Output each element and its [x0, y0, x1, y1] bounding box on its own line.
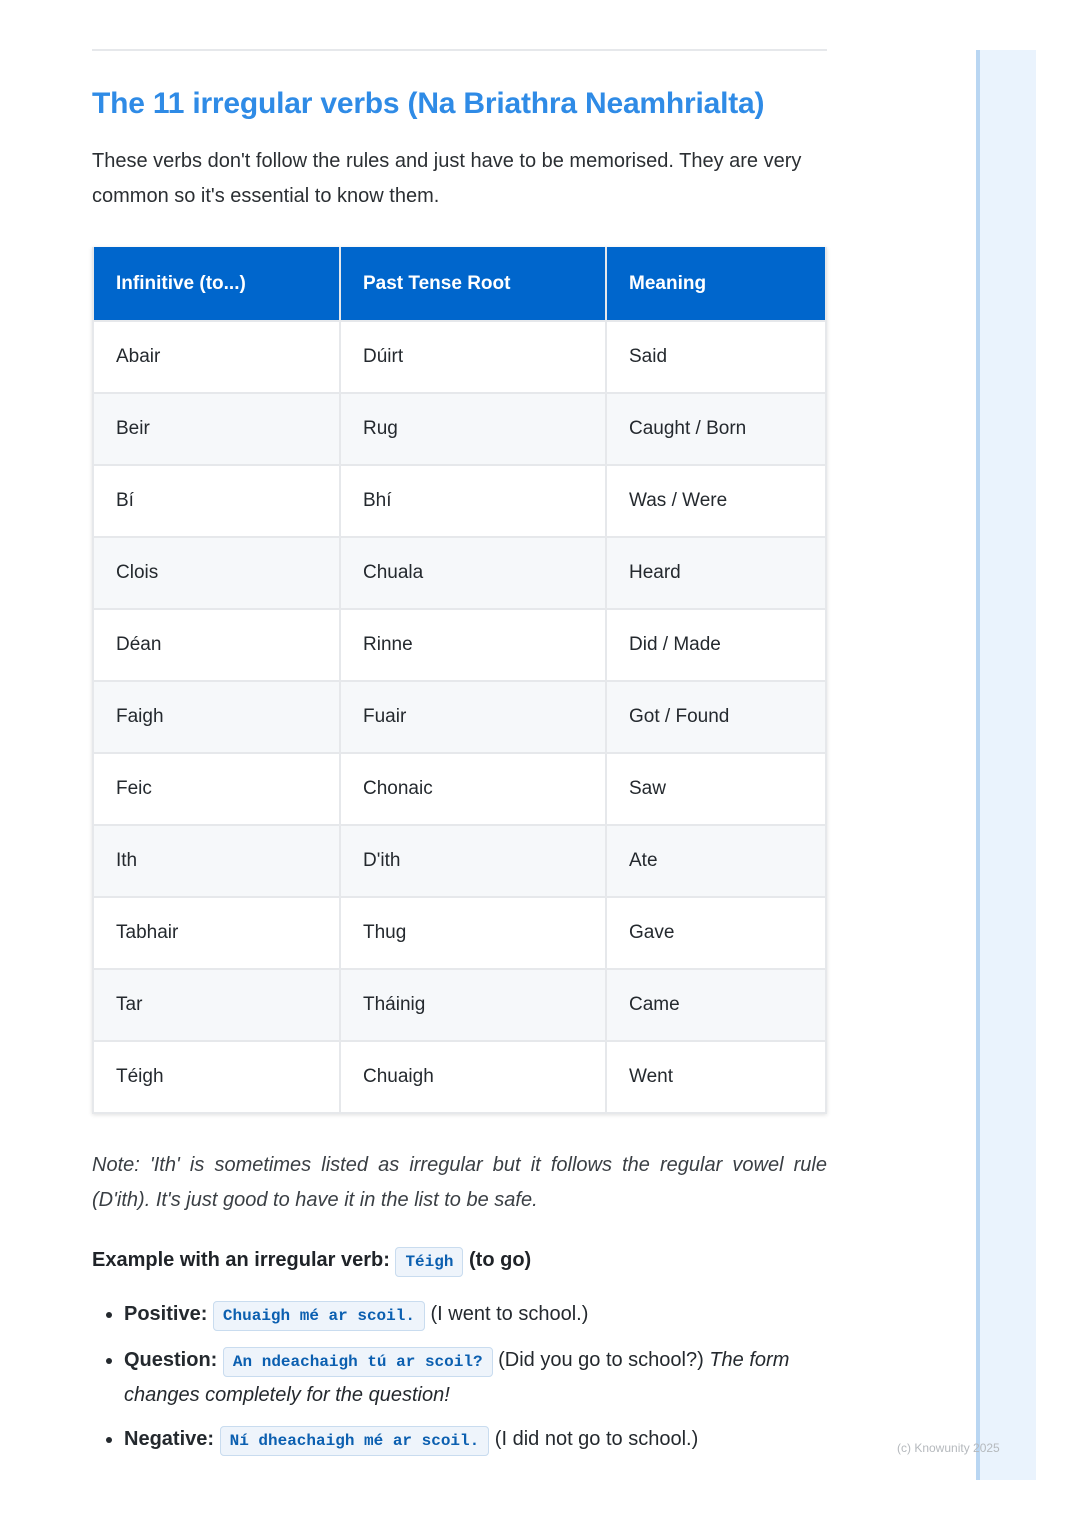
cell-meaning: Got / Found [606, 681, 826, 753]
table-row [93, 321, 826, 393]
example-list [92, 1298, 827, 1458]
column-header-meaning: Meaning [606, 247, 826, 321]
example-heading-prefix: Example with an irregular verb: [92, 1249, 390, 1271]
cell-infinitive: Feic [93, 753, 340, 825]
cell-past-tense: Chonaic [340, 753, 606, 825]
cell-past-tense: D'ith [340, 825, 606, 897]
side-panel [976, 50, 1036, 1480]
item-translation: (Did you go to school?) [498, 1349, 704, 1371]
table-row [93, 537, 826, 609]
table-row [93, 465, 826, 537]
top-divider [92, 49, 827, 51]
cell-meaning: Gave [606, 897, 826, 969]
cell-infinitive: Faigh [93, 681, 340, 753]
list-item-question [124, 1344, 827, 1412]
item-label: Positive: [124, 1303, 208, 1325]
cell-past-tense: Dúirt [340, 321, 606, 393]
table-row [93, 825, 826, 897]
content [92, 84, 827, 1469]
cell-meaning: Ate [606, 825, 826, 897]
item-note: The form changes completely for the question! [124, 1349, 790, 1406]
table-row [93, 393, 826, 465]
list-item-negative [124, 1423, 827, 1458]
cell-past-tense: Bhí [340, 465, 606, 537]
table-row [93, 609, 826, 681]
cell-meaning: Did / Made [606, 609, 826, 681]
cell-past-tense: Thug [340, 897, 606, 969]
cell-past-tense: Rinne [340, 609, 606, 681]
cell-meaning: Was / Were [606, 465, 826, 537]
column-header-past-tense: Past Tense Root [340, 247, 606, 321]
table-row [93, 969, 826, 1041]
cell-infinitive: Tar [93, 969, 340, 1041]
item-label: Question: [124, 1349, 218, 1371]
example-code: Chuaigh mé ar scoil. [213, 1301, 425, 1331]
table-row [93, 1041, 826, 1113]
verb-code: Téigh [395, 1247, 463, 1277]
cell-infinitive: Tabhair [93, 897, 340, 969]
cell-infinitive: Beir [93, 393, 340, 465]
cell-meaning: Went [606, 1041, 826, 1113]
copyright: (c) Knowunity 2025 [897, 1441, 1000, 1455]
cell-past-tense: Chuala [340, 537, 606, 609]
cell-meaning: Said [606, 321, 826, 393]
table-row [93, 897, 826, 969]
cell-meaning: Heard [606, 537, 826, 609]
ith-note: Note: 'Ith' is sometimes listed as irregular but it follows the regular vowel rule (D'ith). It's just good to have it in the list to be safe. [92, 1154, 827, 1211]
cell-meaning: Saw [606, 753, 826, 825]
cell-infinitive: Téigh [93, 1041, 340, 1113]
intro-paragraph: These verbs don't follow the rules and just have to be memorised. They are very common so it's essential to know them. [92, 150, 802, 207]
example-code: An ndeachaigh tú ar scoil? [223, 1347, 493, 1377]
column-header-infinitive: Infinitive (to...) [93, 247, 340, 321]
cell-infinitive: Abair [93, 321, 340, 393]
cell-infinitive: Clois [93, 537, 340, 609]
cell-past-tense: Tháinig [340, 969, 606, 1041]
cell-infinitive: Bí [93, 465, 340, 537]
table-row [93, 753, 826, 825]
cell-infinitive: Déan [93, 609, 340, 681]
irregular-verbs-table [92, 247, 827, 1114]
cell-meaning: Came [606, 969, 826, 1041]
cell-infinitive: Ith [93, 825, 340, 897]
example-code: Ní dheachaigh mé ar scoil. [220, 1426, 490, 1456]
cell-past-tense: Fuair [340, 681, 606, 753]
example-heading-suffix: (to go) [469, 1249, 532, 1271]
item-translation: (I did not go to school.) [494, 1428, 699, 1450]
cell-meaning: Caught / Born [606, 393, 826, 465]
cell-past-tense: Rug [340, 393, 606, 465]
table-header-row [93, 247, 826, 321]
page-title: The 11 irregular verbs (Na Briathra Neamhrialta) [92, 87, 765, 120]
item-translation: (I went to school.) [430, 1303, 589, 1325]
cell-past-tense: Chuaigh [340, 1041, 606, 1113]
item-label: Negative: [124, 1428, 215, 1450]
example-heading [92, 1242, 827, 1280]
list-item-positive [124, 1298, 827, 1333]
table-row [93, 681, 826, 753]
